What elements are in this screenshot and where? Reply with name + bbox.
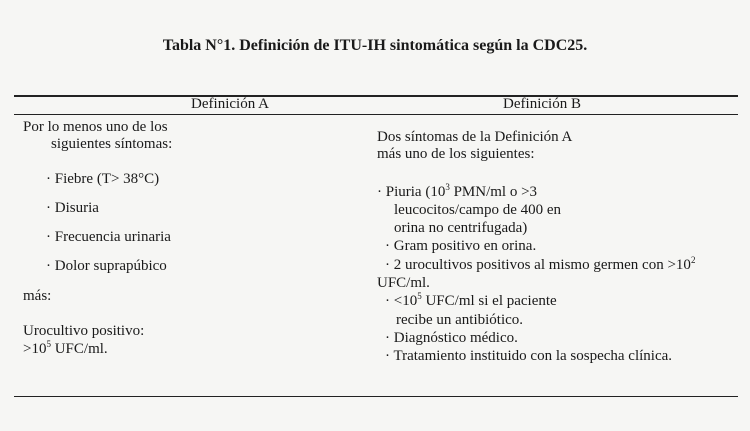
header-definicion-a: Definición A (191, 96, 269, 112)
col-b-gram: · Gram positivo en orina. (385, 238, 537, 254)
col-a-intro-line-2: siguientes síntomas: (51, 136, 173, 152)
header-rule (14, 114, 738, 115)
col-b-antibiotico-line-2: recibe un antibiótico. (396, 312, 524, 328)
col-b-antibiotico-line-1 (385, 292, 557, 310)
col-b-piuria-line-1 (377, 183, 537, 201)
table-title: Tabla N°1. Definición de ITU-IH sintomática según la CDC25. (162, 37, 588, 54)
col-b-uro-pre: · 2 urocultivos positivos al mismo germen con >10 (385, 257, 691, 273)
col-b-urocultivos-line-2: UFC/ml. (377, 275, 430, 291)
col-b-intro-line-1: Dos síntomas de la Definición A (377, 129, 573, 145)
col-b-uro-exponent: 2 (690, 255, 696, 265)
col-b-urocultivos-line-1 (385, 256, 695, 274)
col-b-diagnostico: · Diagnóstico médico. (385, 330, 518, 346)
col-a-intro-line-1: Por lo menos uno de los (23, 119, 168, 135)
col-a-urocultivo-line-2 (23, 340, 108, 358)
col-a-mas: más: (23, 288, 52, 304)
col-b-piuria-pre: · Piuria (10 (377, 184, 446, 200)
col-b-anti-post: UFC/ml si el paciente (421, 293, 557, 309)
col-b-tratamiento: · Tratamiento instituido con la sospecha clínica. (385, 348, 673, 364)
col-a-uro-exponent: 5 (46, 339, 51, 349)
col-b-anti-exponent: 5 (417, 291, 422, 301)
col-b-piuria-line-2: leucocitos/campo de 400 en (394, 202, 562, 218)
col-a-symptom-frecuencia: · Frecuencia urinaria (46, 229, 171, 245)
col-b-intro-line-2: más uno de los siguientes: (377, 146, 535, 162)
bottom-rule (14, 396, 738, 397)
col-b-piuria-exponent: 3 (445, 182, 450, 192)
col-b-anti-pre: · <10 (385, 293, 418, 309)
col-a-uro-unit: UFC/ml. (50, 341, 108, 357)
col-a-urocultivo-line-1: Urocultivo positivo: (23, 323, 145, 339)
col-a-uro-value: >10 (23, 341, 47, 357)
header-definicion-b: Definición B (503, 96, 581, 112)
col-b-piuria-line-3: orina no centrifugada) (394, 220, 528, 236)
col-a-symptom-fiebre: · Fiebre (T> 38°C) (46, 171, 160, 187)
col-a-symptom-dolor: · Dolor suprapúbico (46, 258, 167, 274)
col-b-piuria-post: PMN/ml o >3 (449, 184, 538, 200)
col-a-symptom-disuria: · Disuria (46, 200, 99, 216)
